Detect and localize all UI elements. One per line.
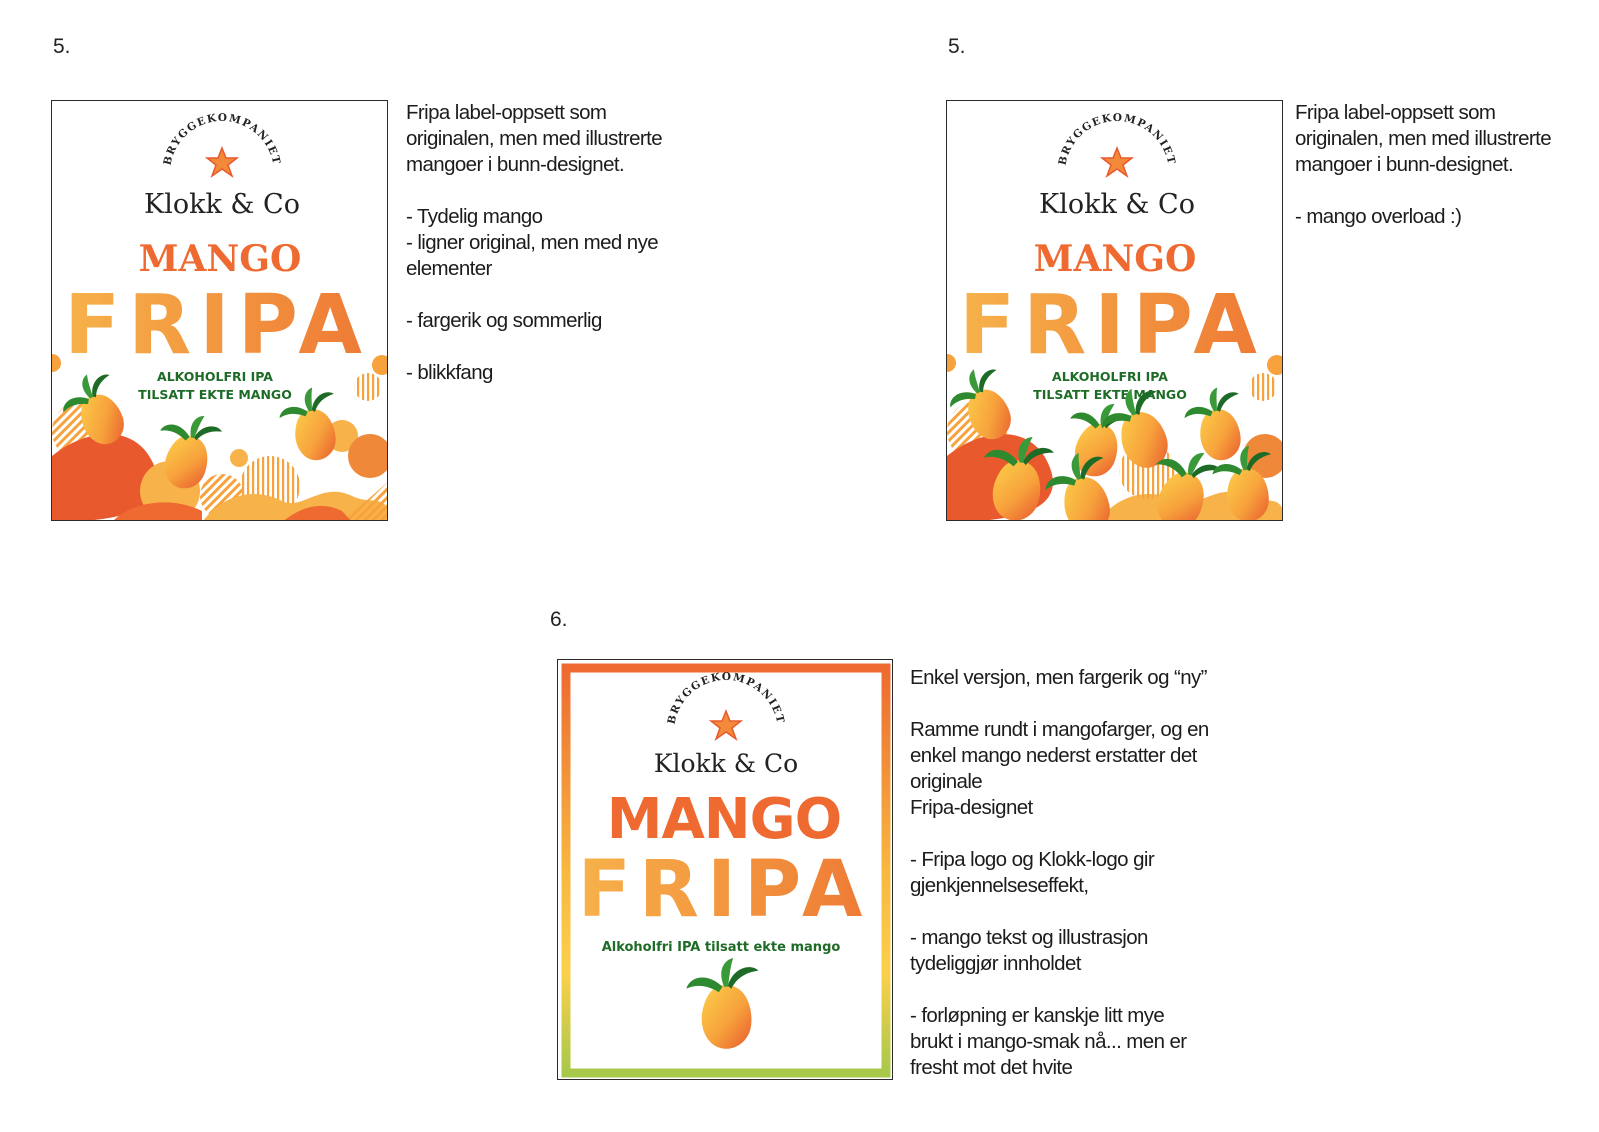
label-mockup (946, 100, 1283, 521)
label-artwork (947, 101, 1283, 521)
title-mango: MANGO (138, 238, 302, 280)
concept-notes (910, 665, 1230, 1081)
star-icon (207, 148, 237, 176)
note-paragraph: Ramme rundt i mangofarger, og en enkel mango nederst erstatter det originale Fripa-designet (910, 718, 1209, 819)
brand-name: Klokk & Co (144, 189, 300, 220)
note-paragraph: - mango overload :) (1295, 205, 1462, 228)
note-paragraph: Fripa label-oppsett som originalen, men med illustrerte mangoer i bunn-designet. (1295, 101, 1551, 176)
brand-name: Klokk & Co (1039, 189, 1195, 220)
brand-name: Klokk & Co (653, 749, 799, 778)
title-fripa: FRIPA (959, 278, 1265, 373)
note-paragraph: - blikkfang (406, 361, 493, 384)
subtitle-line1: Alkoholfri IPA tilsatt ekte mango (601, 940, 841, 955)
mango-icon (1180, 384, 1249, 466)
concept-number: 5. (53, 35, 71, 58)
label-artwork (558, 660, 893, 1080)
subtitle-line2: TILSATT EKTE MANGO (138, 387, 292, 402)
subtitle-line1: ALKOHOLFRI IPA (157, 369, 273, 384)
label-mockup (557, 659, 893, 1080)
concept-number: 6. (550, 608, 568, 631)
title-fripa: FRIPA (64, 278, 370, 373)
label-mockup (51, 100, 388, 521)
label-artwork (52, 101, 388, 521)
concept-number: 5. (948, 35, 966, 58)
title-mango: MANGO (606, 787, 842, 852)
star-icon (1102, 148, 1132, 176)
note-paragraph: - forløpning er kanskje litt mye brukt i mango-smak nå... men er fresht mot det hvite (910, 1004, 1187, 1079)
subtitle-line2: TILSATT EKTE MANGO (1033, 387, 1187, 402)
note-paragraph: Enkel versjon, men fargerik og “ny” (910, 666, 1207, 689)
note-paragraph: - fargerik og sommerlig (406, 309, 602, 332)
brand-arc-text: BRYGGEKOMPANIET (161, 111, 283, 167)
brand-arc-text: BRYGGEKOMPANIET (1056, 111, 1178, 167)
star-icon (711, 711, 741, 739)
subtitle-line1: ALKOHOLFRI IPA (1052, 369, 1168, 384)
brand-arc-text: BRYGGEKOMPANIET (665, 670, 787, 726)
mango-icon (686, 958, 758, 1049)
note-paragraph: - Tydelig mango - ligner original, men med nye elementer (406, 205, 659, 280)
title-mango: MANGO (1033, 238, 1197, 280)
note-paragraph: - mango tekst og illustrasjon tydeliggjør innholdet (910, 926, 1148, 975)
title-fripa: FRIPA (577, 845, 871, 935)
concept-notes (1295, 100, 1585, 230)
concept-notes (406, 100, 696, 386)
note-paragraph: Fripa label-oppsett som originalen, men med illustrerte mangoer i bunn-designet. (406, 101, 662, 176)
note-paragraph: - Fripa logo og Klokk-logo gir gjenkjennelseseffekt, (910, 848, 1155, 897)
